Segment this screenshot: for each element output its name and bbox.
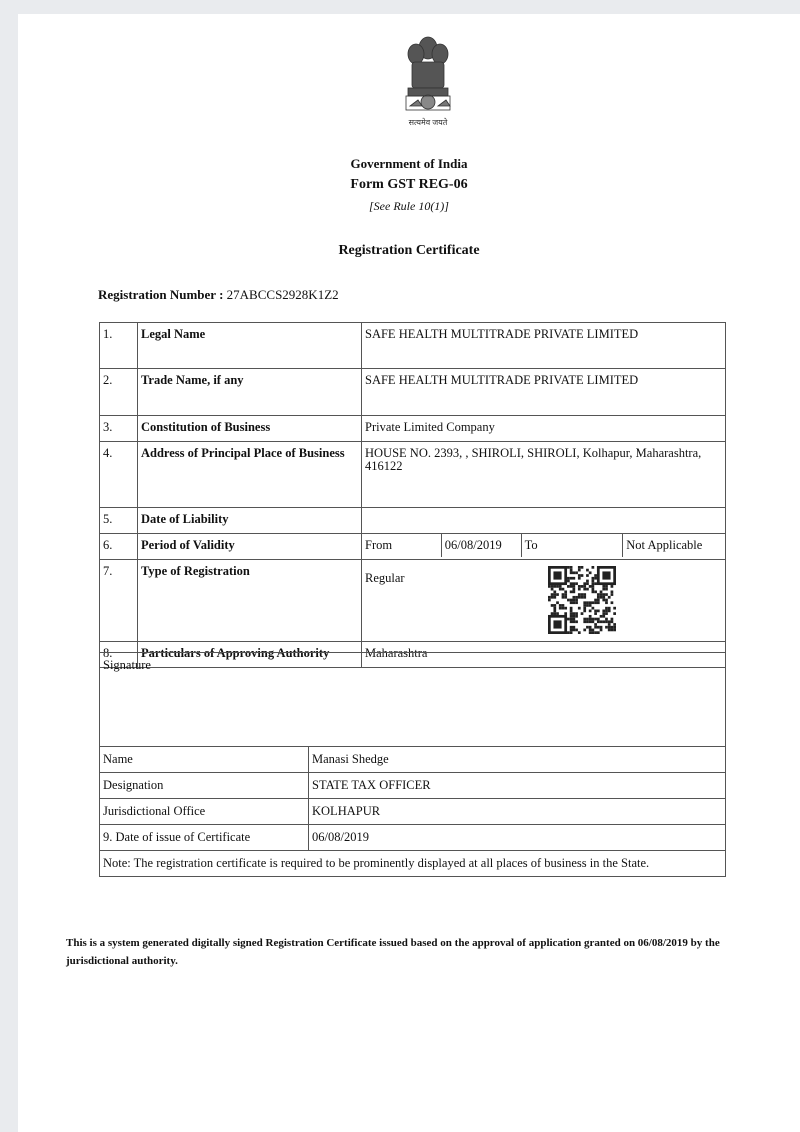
designation-label: Designation xyxy=(100,773,309,799)
note: Note: The registration certificate is required to be prominently displayed at all places of business in the State. xyxy=(100,851,726,877)
table-row xyxy=(100,323,726,369)
registration-number-value: 27ABCCS2928K1Z2 xyxy=(226,287,339,302)
office-value: KOLHAPUR xyxy=(309,799,726,825)
row-label: Type of Registration xyxy=(138,560,362,642)
emblem-motto: सत्यमेव जयते xyxy=(408,118,448,127)
validity-from-label: From xyxy=(362,534,442,557)
details-table xyxy=(99,322,726,668)
table-row xyxy=(100,773,726,799)
row-number: 3. xyxy=(100,416,138,442)
row-label: Period of Validity xyxy=(138,534,362,560)
designation-value: STATE TAX OFFICER xyxy=(309,773,726,799)
table-row xyxy=(100,851,726,877)
table-row xyxy=(100,653,726,747)
signature-table xyxy=(99,652,726,877)
approving-authority-value: Maharashtra xyxy=(362,642,726,668)
table-row xyxy=(100,747,726,773)
row-number: 8. xyxy=(100,642,138,668)
footer-statement: This is a system generated digitally signed Registration Certificate issued based on the approval of application granted on 06/08/2019 by the jurisdictional authority. xyxy=(66,937,720,967)
table-row xyxy=(100,442,726,508)
row-label: Legal Name xyxy=(138,323,362,369)
row-number: 7. xyxy=(100,560,138,642)
national-emblem-icon xyxy=(398,34,458,114)
table-row xyxy=(100,799,726,825)
certificate-title: Registration Certificate xyxy=(338,243,480,258)
rule-reference: [See Rule 10(1)] xyxy=(369,199,449,213)
registration-number xyxy=(98,287,339,303)
table-row xyxy=(100,416,726,442)
table-row xyxy=(100,369,726,416)
validity-to-label: To xyxy=(522,534,624,557)
trade-name-value: SAFE HEALTH MULTITRADE PRIVATE LIMITED xyxy=(362,369,726,416)
office-label: Jurisdictional Office xyxy=(100,799,309,825)
row-number: 5. xyxy=(100,508,138,534)
signature-label: Signature xyxy=(100,653,726,747)
row-number: 1. xyxy=(100,323,138,369)
row-label: Trade Name, if any xyxy=(138,369,362,416)
validity-to-value: Not Applicable xyxy=(626,538,703,552)
constitution-value: Private Limited Company xyxy=(362,416,726,442)
table-row xyxy=(100,534,726,560)
row-number: 2. xyxy=(100,369,138,416)
table-row xyxy=(100,508,726,534)
officer-name: Manasi Shedge xyxy=(309,747,726,773)
row-label: Constitution of Business xyxy=(138,416,362,442)
issue-date-label: 9. Date of issue of Certificate xyxy=(100,825,309,851)
row-label: Particulars of Approving Authority xyxy=(138,642,362,668)
registration-type-value: Regular xyxy=(362,560,726,642)
qr-code-icon xyxy=(548,566,616,634)
address-value: HOUSE NO. 2393, , SHIROLI, SHIROLI, Kolhapur, Maharashtra, 416122 xyxy=(362,442,726,508)
table-row xyxy=(100,825,726,851)
form-title: Form GST REG-06 xyxy=(350,177,468,192)
row-label: Address of Principal Place of Business xyxy=(138,442,362,508)
date-of-liability-value xyxy=(362,508,726,534)
table-row xyxy=(100,560,726,642)
name-label: Name xyxy=(100,747,309,773)
row-number: 6. xyxy=(100,534,138,560)
government-title: Government of India xyxy=(350,156,468,171)
registration-number-label: Registration Number : xyxy=(98,287,224,302)
legal-name-value: SAFE HEALTH MULTITRADE PRIVATE LIMITED xyxy=(362,323,726,369)
row-label: Date of Liability xyxy=(138,508,362,534)
issue-date-value: 06/08/2019 xyxy=(309,825,726,851)
validity-cell xyxy=(362,534,726,560)
row-number: 4. xyxy=(100,442,138,508)
validity-from-value: 06/08/2019 xyxy=(442,534,522,557)
certificate-page xyxy=(18,14,800,1132)
